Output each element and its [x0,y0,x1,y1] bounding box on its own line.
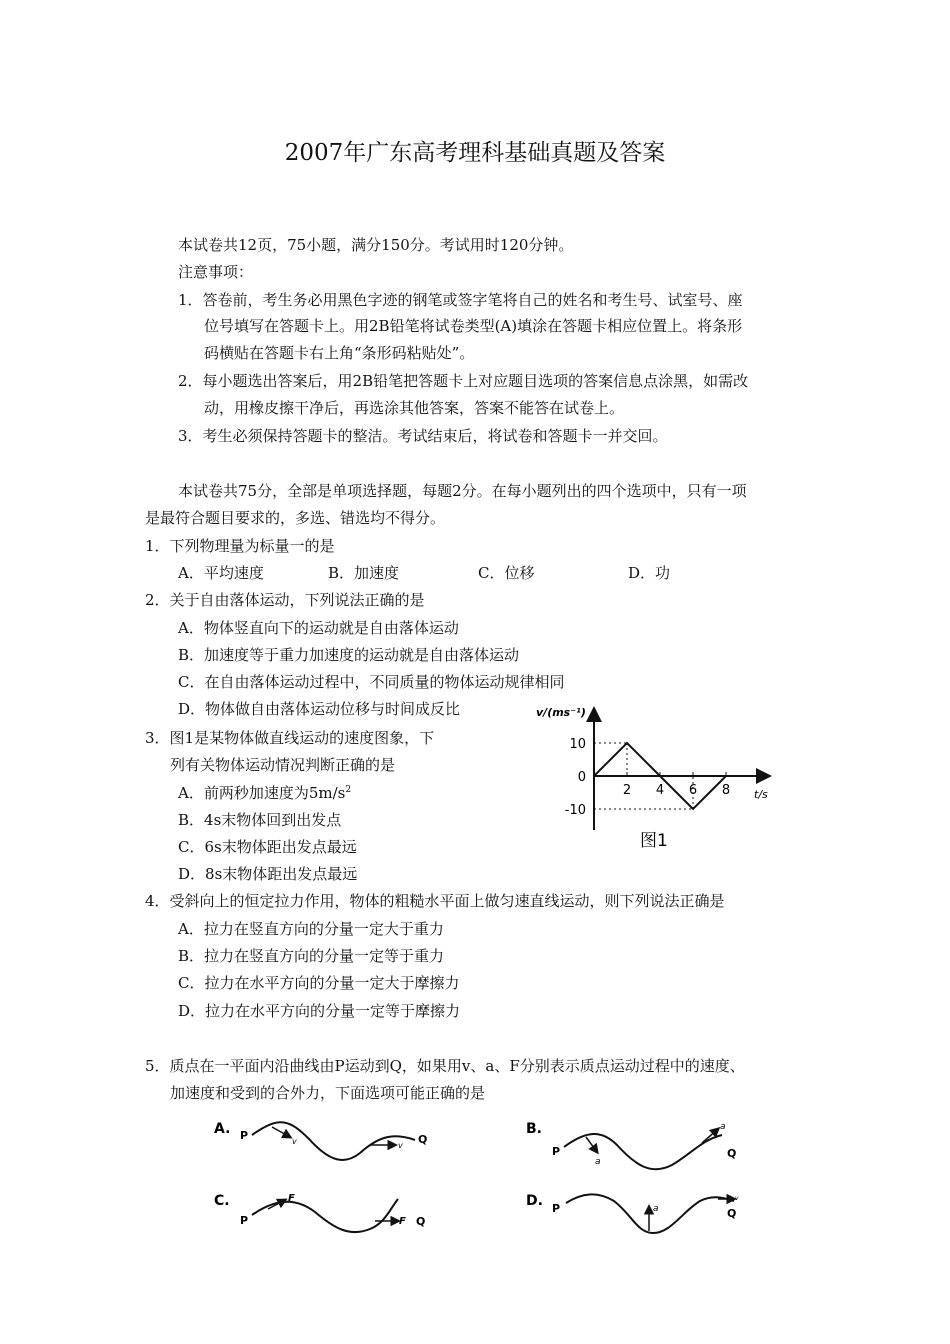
y-tick-label: 0 [577,770,586,785]
chart-caption: 图1 [640,831,668,851]
q3-option-c: C．6s末物体距出发点最远 [178,838,357,856]
q5-a-arrow-start [272,1127,290,1137]
q5-option-b-diagram [522,1115,772,1180]
q5-a-end-q: Q [418,1133,428,1146]
q3-option-d: D．8s末物体距出发点最远 [178,865,358,883]
section-info-line-1: 本试卷共75分，全部是单项选择题，每题2分。在每小题列出的四个选项中，只有一项 [178,482,747,500]
notice-3: 3．考生必须保持答题卡的整洁。考试结束后，将试卷和答题卡一并交回。 [178,427,668,445]
q2-stem: 2．关于自由落体运动，下列说法正确的是 [145,591,425,609]
q2-option-b: B．加速度等于重力加速度的运动就是自由落体运动 [178,646,520,664]
q5-c-arrow-end-label: F [399,1216,406,1227]
q1-stem: 1．下列物理量为标量一的是 [145,537,335,555]
q4-option-b: B．拉力在竖直方向的分量一定等于重力 [178,947,445,965]
q5-b-label: B. [526,1121,542,1137]
q5-a-curve [252,1122,415,1160]
q5-a-arrow-end-label: v [398,1141,403,1150]
y-tick-label: 10 [569,737,586,752]
q5-option-c-diagram [210,1187,460,1247]
y-tick-label: -10 [564,803,586,818]
notice-heading: 注意事项： [178,263,254,281]
q5-c-arrow-start-label: F [288,1193,295,1204]
exam-info: 本试卷共12页，75小题，满分150分。考试用时120分钟。 [178,236,574,254]
q5-b-arrow-end-label: a [720,1122,726,1132]
q5-option-d-diagram [522,1187,772,1247]
q4-option-a: A．拉力在竖直方向的分量一定大于重力 [178,920,444,938]
q5-c-end-q: Q [416,1215,426,1228]
x-tick-label: 4 [655,783,665,798]
q3-option-a: A．前两秒加速度为$5m/s^2$ [178,784,352,802]
q5-stem-line-1: 5．质点在一平面内沿曲线由P运动到Q，如果用v、a、F分别表示质点运动过程中的速度、 [145,1057,745,1075]
q5-stem-line-2: 加速度和受到的合外力，下面选项可能正确的是 [170,1084,486,1102]
q1-option-a: A．平均速度 [178,564,264,582]
q4-stem: 4．受斜向上的恒定拉力作用，物体的粗糙水平面上做匀速直线运动，则下列说法正确是 [145,892,725,910]
x-tick-label: 2 [622,783,632,798]
q5-c-curve [252,1199,398,1232]
q2-option-c: C．在自由落体运动过程中，不同质量的物体运动规律相同 [178,673,565,691]
q5-a-label: A. [214,1121,231,1137]
q3-option-b: B．4s末物体回到出发点 [178,811,342,829]
q5-d-curve [566,1194,737,1233]
q5-option-a-diagram [210,1115,460,1175]
q2-option-a: A．物体竖直向下的运动就是自由落体运动 [178,619,459,637]
q5-d-end-q: Q [727,1207,737,1220]
velocity-time-chart [528,700,778,860]
q5-b-arrow-start [586,1137,597,1152]
notice-1-line-2: 位号填写在答题卡上。用2B铅笔将试卷类型(A)填涂在答题卡相应位置上。将条形 [204,317,743,335]
section-info-line-2: 是最符合题目要求的，多选、错选均不得分。 [145,509,446,527]
q5-b-start-p: P [552,1145,561,1158]
notice-2-line-1: 2．每小题选出答案后，用2B铅笔把答题卡上对应题目选项的答案信息点涂黑，如需改 [178,372,749,390]
q4-option-d: D．拉力在水平方向的分量一定等于摩擦力 [178,1002,461,1020]
notice-2-line-2: 动，用橡皮擦干净后，再选涂其他答案，答案不能答在试卷上。 [204,399,625,417]
q3-stem-line-1: 3．图1是某物体做直线运动的速度图象，下 [145,729,435,747]
q5-a-start-p: P [240,1129,249,1142]
q5-d-label: D. [526,1193,543,1209]
q3-option-a-exponent: 2 [345,785,352,795]
notice-1-line-3: 码横贴在答题卡右上角“条形码粘贴处”。 [204,344,475,362]
q5-d-start-p: P [552,1202,561,1215]
chart-y-label: v/(ms⁻¹) [536,706,586,719]
x-tick-label: 6 [688,783,698,798]
q4-option-c: C．拉力在水平方向的分量一定大于摩擦力 [178,974,460,992]
chart-x-label: t/s [754,788,768,801]
q3-stem-line-2: 列有关物体运动情况判断正确的是 [170,756,396,774]
q5-b-arrow-start-label: a [595,1157,601,1167]
q1-option-c: C．位移 [478,564,535,582]
q5-d-arrow-end-label: v [735,1195,739,1202]
q1-option-b: B．加速度 [328,564,400,582]
q5-c-start-p: P [240,1214,249,1227]
notice-1-line-1: 1．答卷前，考生务必用黑色字迹的钢笔或签字笔将自己的姓名和考生号、试室号、座 [178,291,743,309]
q5-c-label: C. [214,1193,230,1209]
q5-d-arrow-start-label: a [653,1204,659,1214]
page-title: 2007年广东高考理科基础真题及答案 [284,140,666,166]
q5-b-end-q: Q [727,1147,737,1160]
q1-option-d: D．功 [628,564,671,582]
x-tick-label: 8 [721,783,731,798]
q5-a-arrow-start-label: v [292,1137,297,1146]
q2-option-d: D．物体做自由落体运动位移与时间成反比 [178,700,461,718]
